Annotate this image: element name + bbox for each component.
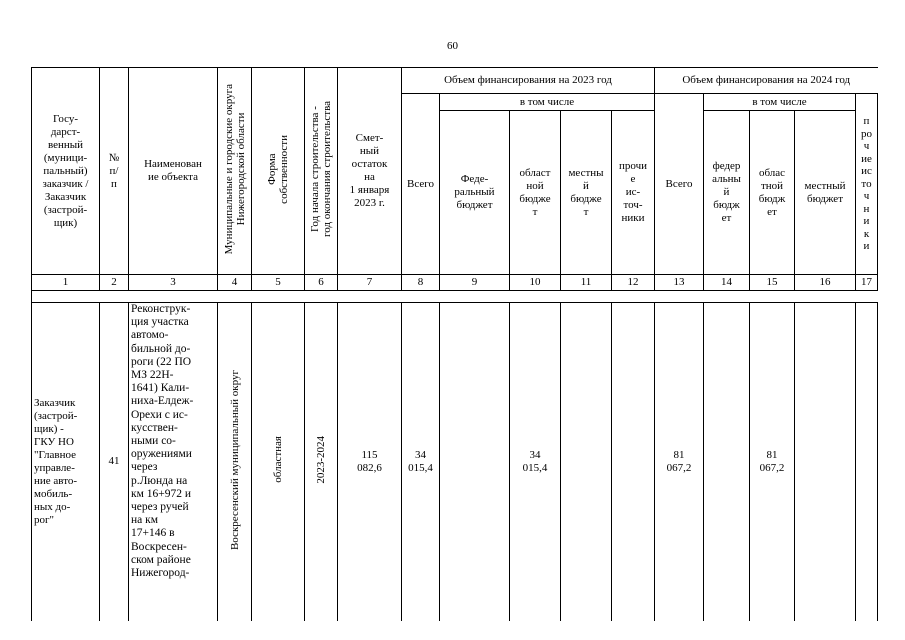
page-number: 60 <box>447 40 458 52</box>
header-customer: Госу- дарст- венный (муници- пальный) заказчик / Заказчик (застрой- щик) <box>32 68 100 275</box>
header-regional-2023: област ной бюдже т <box>510 111 561 275</box>
row-remaining: 115 082,6 <box>338 303 402 621</box>
row-regional-2023: 34 015,4 <box>510 303 561 621</box>
header-incl-2023: в том числе <box>440 94 655 111</box>
table-row <box>32 303 878 621</box>
header-federal-2023: Феде- ральный бюджет <box>440 111 510 275</box>
header-fin-2024: Объем финансирования на 2024 год <box>655 68 878 94</box>
row-num: 41 <box>100 303 129 621</box>
colnum-14: 14 <box>704 275 750 291</box>
colnum-13: 13 <box>655 275 704 291</box>
header-object-name: Наименован ие объекта <box>129 68 218 275</box>
row-customer: Заказчик (застрой- щик) - ГКУ НО "Главное управле- ние авто- мобиль- ных до- рог" <box>32 303 100 621</box>
header-fin-2023: Объем финансирования на 2023 год <box>402 68 655 94</box>
row-other-2023 <box>612 303 655 621</box>
header-federal-2024: федер альны й бюдж ет <box>704 111 750 275</box>
colnum-5: 5 <box>252 275 305 291</box>
header-municipality: Муниципальные и городские округа Нижегородской области <box>218 68 252 275</box>
row-federal-2024 <box>704 303 750 621</box>
colnum-17: 17 <box>856 275 878 291</box>
colnum-3: 3 <box>129 275 218 291</box>
header-years: Год начала строительства - год окончания строительства <box>305 68 338 275</box>
row-total-2023: 34 015,4 <box>402 303 440 621</box>
colnum-12: 12 <box>612 275 655 291</box>
colnum-2: 2 <box>100 275 129 291</box>
header-other-2023: прочи е ис- точ- ники <box>612 111 655 275</box>
colnum-1: 1 <box>32 275 100 291</box>
colnum-11: 11 <box>561 275 612 291</box>
header-local-2023: местны й бюдже т <box>561 111 612 275</box>
header-local-2024: местный бюджет <box>795 111 856 275</box>
header-num: № п/ п <box>100 68 129 275</box>
row-total-2024: 81 067,2 <box>655 303 704 621</box>
spacer-row <box>32 291 878 303</box>
header-regional-2024: облас тной бюдж ет <box>750 111 795 275</box>
row-object-name: Реконструк- ция участка автомо- бильной до- роги (22 ПО МЗ 22Н- 1641) Кали- ниха-Елдеж- Орехи с ис- кусствен- ными со- оружениями через р.Люнда на км 16+972 и через ручей на км 17+146 в Воскресен- ском районе Нижегород- <box>129 303 218 621</box>
colnum-6: 6 <box>305 275 338 291</box>
row-municipality: Воскресенский муниципальный округ <box>218 303 252 621</box>
header-total-2024: Всего <box>655 94 704 275</box>
row-regional-2024: 81 067,2 <box>750 303 795 621</box>
financing-table <box>31 67 878 621</box>
row-local-2024 <box>795 303 856 621</box>
row-local-2023 <box>561 303 612 621</box>
header-ownership: Форма собственности <box>252 68 305 275</box>
header-total-2023: Всего <box>402 94 440 275</box>
colnum-10: 10 <box>510 275 561 291</box>
row-other-2024 <box>856 303 878 621</box>
row-ownership: областная <box>252 303 305 621</box>
colnum-7: 7 <box>338 275 402 291</box>
header-remaining: Смет- ный остаток на 1 января 2023 г. <box>338 68 402 275</box>
colnum-4: 4 <box>218 275 252 291</box>
colnum-8: 8 <box>402 275 440 291</box>
row-years: 2023-2024 <box>305 303 338 621</box>
header-incl-2024: в том числе <box>704 94 856 111</box>
colnum-9: 9 <box>440 275 510 291</box>
colnum-15: 15 <box>750 275 795 291</box>
header-other-2024: п ро ч ие ис то ч н и к и <box>856 94 878 275</box>
row-federal-2023 <box>440 303 510 621</box>
colnum-16: 16 <box>795 275 856 291</box>
